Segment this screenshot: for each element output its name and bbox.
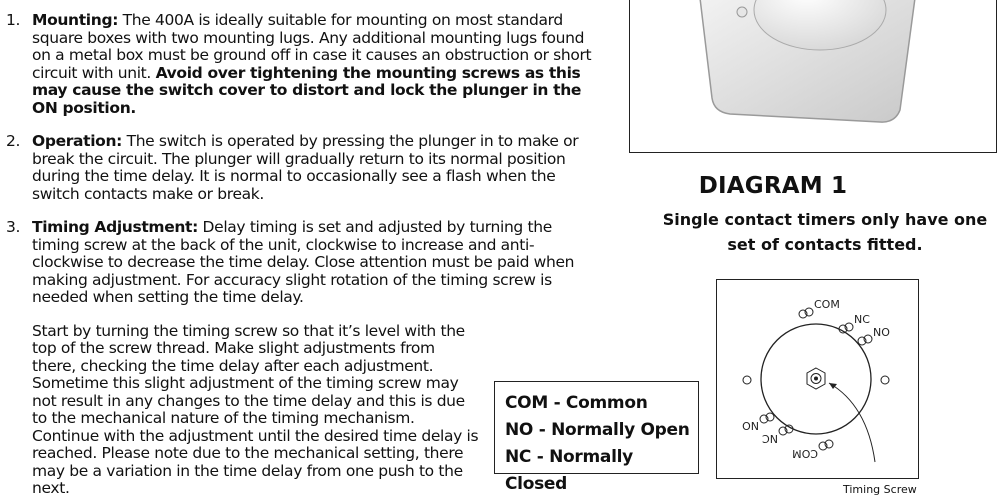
item-heading: Operation:: [32, 132, 122, 150]
timing-pointer-arrow: [829, 383, 837, 389]
item-warning-text: Avoid over tightening the mounting screws as this may cause the switch cover to distort and lock the plunger in the ON position.: [32, 63, 582, 117]
terminal-diagram-drawing: [717, 280, 917, 477]
terminal-no-label-inverted: NO: [742, 419, 759, 432]
timing-extra-paragraph: Start by turning the timing screw so that it’s level with the top of the screw thread. Make slight adjustments from there, checking the time delay after each adjustment. Sometime this slight adjustment of the timing screw may not result in any changes to the time delay and this is due to the mechanical nature of the timing mechanism. Continue with the adjustment until the desired time delay is reached. Please note due to the mechanical setting, there may be a variation in the time delay from one push to the next.: [32, 321, 479, 497]
terminal-com-label-inverted: COM: [792, 447, 818, 460]
instruction-item-operation: [0, 133, 600, 203]
instruction-item-timing: [0, 219, 600, 307]
diagram-title: DIAGRAM 1: [698, 173, 848, 199]
timing-screw-label: Timing Screw: [843, 483, 917, 496]
item-number: 3.: [6, 218, 21, 236]
item-number: 2.: [6, 132, 21, 150]
item-text: The 400A is ideally suitable for mounting on most standard square boxes with two mounting lugs. Any additional mounting lugs found on a metal box must be ground off in case it causes an obstruction or short circuit with unit.: [32, 11, 592, 82]
item-number: 1.: [6, 11, 21, 29]
switch-photo-image: [630, 0, 997, 153]
terminal-legend-box: [494, 381, 699, 494]
item-heading: Mounting:: [32, 11, 119, 29]
item-heading: Timing Adjustment:: [32, 218, 198, 236]
diagram-subtitle: [660, 207, 990, 257]
terminal-no-label: NO: [873, 326, 890, 339]
terminal-com-label: COM: [814, 298, 840, 311]
legend-nc: NC - Normally Closed: [505, 447, 633, 494]
instruction-item-mounting: [0, 12, 600, 117]
diagram-subtitle-line1: Single contact timers only have one: [662, 210, 988, 229]
item-text: The switch is operated by pressing the plunger in to make or break the circuit. The plunger will gradually return to its normal position during the time delay. It is normal to occasionally see a flash when the switch contacts make or break.: [32, 132, 579, 203]
legend-no: NO - Normally Open: [505, 420, 690, 440]
diagram-subtitle-line2: set of contacts fitted.: [727, 235, 923, 254]
mounting-hole-right: [881, 376, 889, 384]
mounting-hole-left: [743, 376, 751, 384]
terminal-nc-label-inverted: NC: [762, 432, 778, 445]
item-text: Delay timing is set and adjusted by turning the timing screw at the back of the unit, clockwise to increase and anti-clockwise to decrease the time delay. Close attention must be paid when making adjustment. For accuracy slight rotation of the timing screw is needed when setting the time delay.: [32, 218, 575, 306]
terminal-diagram: [716, 279, 919, 479]
switch-photo: [629, 0, 997, 153]
terminal-nc-label: NC: [854, 313, 870, 326]
legend-com: COM - Common: [505, 393, 648, 413]
